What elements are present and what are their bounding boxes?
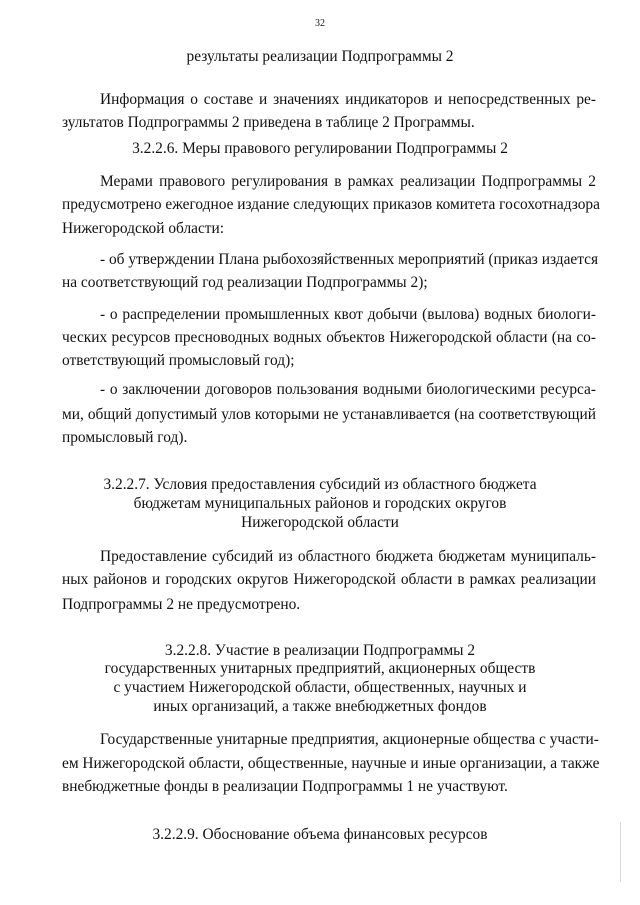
section-heading-3-2-2-7: бюджетам муниципальных районов и городских округов: [133, 495, 507, 512]
text-line: ответствующий промысловый год);: [62, 352, 295, 369]
text-line: внебюджетные фонды в реализации Подпрограммы 1 не участвуют.: [62, 778, 508, 795]
text-line: Информация о составе и значениях индикаторов и непосредственных ре-: [100, 91, 596, 108]
text-line: зультатов Подпрограммы 2 приведена в таблице 2 Программы.: [62, 114, 475, 131]
text-line: Нижегородской области:: [62, 220, 225, 237]
text-line: на соответствующий год реализации Подпрограммы 2);: [62, 274, 428, 291]
text-line: ми, общий допустимый улов которыми не устанавливается (на соответствующий: [62, 406, 596, 423]
bullet-line: - о распределении промышленных квот добычи (вылова) водных биологи-: [100, 306, 596, 323]
text-line: промысловый год).: [62, 429, 188, 446]
page-number: 32: [315, 18, 325, 29]
text-line: ем Нижегородской области, общественные, научные и иные организации, а также: [62, 755, 600, 772]
text-line: Государственные унитарные предприятия, акционерные общества с участи-: [100, 731, 599, 748]
bullet-line: - об утверждении Плана рыбохозяйственных мероприятий (приказ издается: [100, 251, 599, 268]
text-line: предусмотрено ежегодное издание следующих приказов комитета госохотнадзора: [62, 196, 600, 213]
section-heading-3-2-2-9: 3.2.2.9. Обоснование объема финансовых ресурсов: [152, 826, 488, 843]
scan-artifact: [620, 822, 621, 882]
section-heading-3-2-2-8: государственных унитарных предприятий, акционерных обществ: [104, 660, 536, 677]
text-line: Предоставление субсидий из областного бюджета бюджетам муниципаль-: [100, 548, 596, 565]
text-line: результаты реализации Подпрограммы 2: [186, 48, 454, 65]
text-line: Подпрограммы 2 не предусмотрено.: [62, 596, 301, 613]
bullet-line: - о заключении договоров пользования водными биологическими ресурса-: [100, 381, 596, 398]
section-heading-3-2-2-6: 3.2.2.6. Меры правового регулировании Подпрограммы 2: [132, 140, 508, 157]
section-heading-3-2-2-7: Нижегородской области: [241, 514, 399, 531]
section-heading-3-2-2-8: с участием Нижегородской области, общественных, научных и: [113, 679, 527, 696]
section-heading-3-2-2-8: иных организаций, а также внебюджетных фондов: [153, 698, 487, 715]
text-line: ческих ресурсов пресноводных водных объектов Нижегородской области (на со-: [62, 329, 596, 346]
text-line: ных районов и городских округов Нижегородской области в рамках реализации: [62, 571, 596, 588]
text-line: Мерами правового регулирования в рамках реализации Подпрограммы 2: [100, 173, 596, 190]
section-heading-3-2-2-7: 3.2.2.7. Условия предоставления субсидий из областного бюджета: [103, 476, 537, 493]
section-heading-3-2-2-8: 3.2.2.8. Участие в реализации Подпрограммы 2: [164, 642, 476, 659]
